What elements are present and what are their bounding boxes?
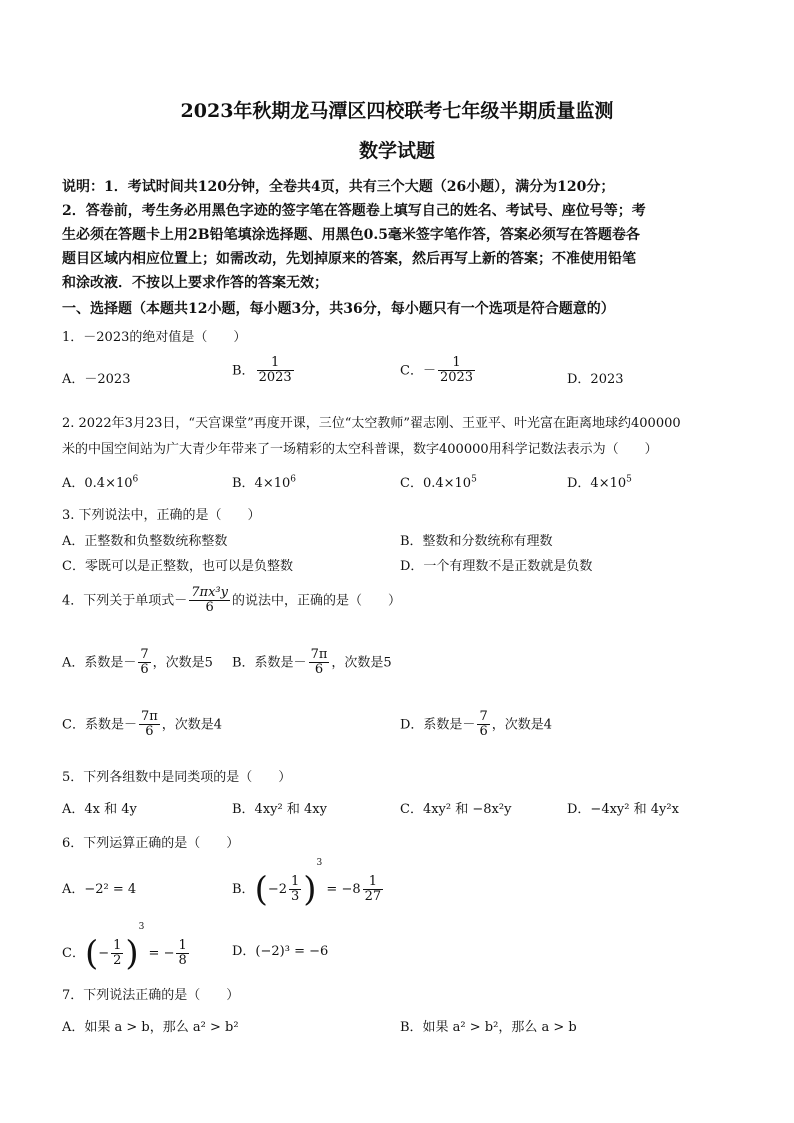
question-7-stem: 7．下列说法正确的是（ ） [62, 988, 240, 1003]
q7-option-b: B．如果 a² > b²，那么 a > b [400, 1020, 577, 1035]
q6-option-a: A．−2² = 4 [62, 882, 137, 897]
q3-option-b: B．整数和分数统称有理数 [400, 534, 553, 549]
q5-option-c: C．4xy² 和 −8x²y [400, 802, 512, 817]
q2-option-d: D．$4\times 10^5$ [567, 474, 632, 491]
q6-option-c: C．(− $\frac{1}{2}$ )$^3$ = − $\frac{1}{8}$ [62, 922, 187, 974]
q1-option-d: D．2023 [567, 372, 624, 387]
q3-option-c: C．零既可以是正整数，也可以是负整数 [62, 559, 293, 574]
q2-option-c: C．$0.4\times 10^5$ [400, 474, 477, 491]
q1-option-a: A．－2023 [62, 372, 131, 387]
exam-subtitle: 数学试题 [358, 140, 435, 162]
question-2-line-1: 2. 2022年3月23日，“天宫课堂”再度开课，三位“太空教师”翟志刚、王亚平、叶光富在距离地球约400000 [62, 416, 681, 431]
q4-option-d: D．系数是－ $\frac{7}{6}$ ，次数是4 [400, 709, 552, 740]
question-6-stem: 6．下列运算正确的是（ ） [62, 836, 240, 851]
q1-option-b: B． $\frac{1}{2023}$ [232, 355, 292, 386]
section-heading: 一、选择题（本题共12小题，每小题3分，共36分，每小题只有一个选项是符合题意的） [62, 301, 615, 317]
instruction-line-3: 生必须在答题卡上用2B铅笔填涂选择题、用黑色0.5毫米签字笔作答，答案必须写在答题卷各 [62, 227, 640, 243]
q1-option-c: C．－ $\frac{1}{2023}$ [400, 355, 474, 386]
q2-option-b: B．$4\times 10^6$ [232, 474, 296, 491]
q5-option-a: A．4x 和 4y [62, 802, 137, 817]
question-2-line-2: 米的中国空间站为广大青少年带来了一场精彩的太空科普课，数字400000用科学记数法表示为（ ） [62, 442, 658, 457]
question-1-stem: 1．－2023的绝对值是（ ） [62, 330, 247, 345]
instruction-line-2: 2．答卷前，考生务必用黑色字迹的签字笔在答题卷上填写自己的姓名、考试号、座位号等；考 [62, 203, 646, 219]
q5-option-d: D．−4xy² 和 4y²x [567, 802, 679, 817]
question-5-stem: 5．下列各组数中是同类项的是（ ） [62, 770, 292, 785]
q6-option-b: B．(−2 $\frac{1}{3}$ )$^3$ = −8 $\frac{1}{27}$ [232, 858, 382, 910]
q4-option-b: B．系数是－ $\frac{7\pi}{6}$ ，次数是5 [232, 647, 392, 678]
q4-option-a: A．系数是－ $\frac{7}{6}$ ，次数是5 [62, 647, 213, 678]
instruction-line-1: 说明：1．考试时间共120分钟，全卷共4页，共有三个大题（26小题），满分为120分； [62, 179, 615, 195]
exam-title: 2023年秋期龙马潭区四校联考七年级半期质量监测 [180, 100, 614, 122]
q5-option-b: B．4xy² 和 4xy [232, 802, 327, 817]
q4-option-c: C．系数是－ $\frac{7\pi}{6}$ ，次数是4 [62, 709, 223, 740]
q7-option-a: A．如果 a > b，那么 a² > b² [62, 1020, 239, 1035]
q3-option-a: A．正整数和负整数统称整数 [62, 534, 228, 549]
instruction-line-5: 和涂改液．不按以上要求作答的答案无效； [62, 275, 328, 291]
instruction-line-4: 题目区域内相应位置上；如需改动，先划掉原来的答案，然后再写上新的答案；不准使用铅笔 [62, 251, 636, 267]
question-4-stem: 4．下列关于单项式－ $\frac{\text{7πx³y}}{6}$ 的说法中，正确的是（ ） [62, 585, 401, 616]
q6-option-d: D．(−2)³ = −6 [232, 944, 329, 959]
q3-option-d: D．一个有理数不是正数就是负数 [400, 559, 593, 574]
q2-option-a: A．$0.4\times 10^6$ [62, 474, 139, 491]
question-3-stem: 3. 下列说法中，正确的是（ ） [62, 508, 261, 523]
